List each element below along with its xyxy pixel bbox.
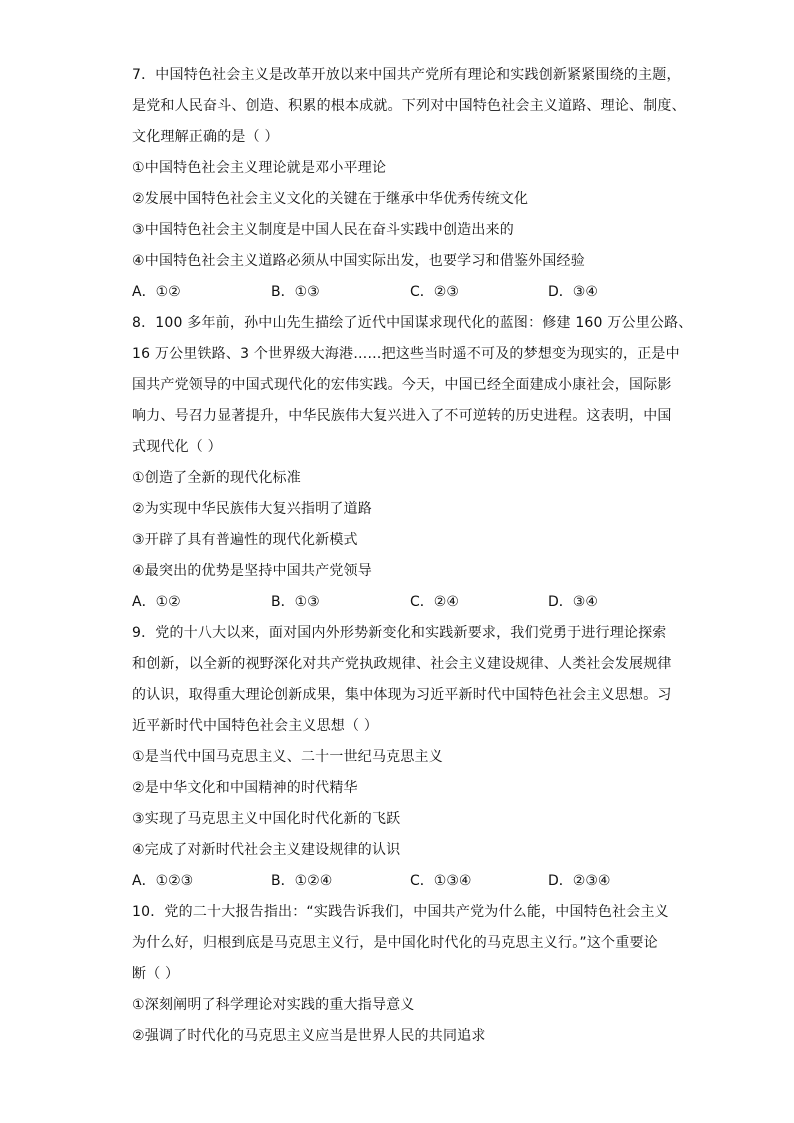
question-8 xyxy=(132,308,693,618)
option-c[interactable]: C．②③ xyxy=(410,284,459,300)
statement-item: ④最突出的优势是坚持中国共产党领导 xyxy=(132,563,372,579)
option-a[interactable]: A．①② xyxy=(132,594,181,610)
statement-item: ④中国特色社会主义道路必须从中国实际出发，也要学习和借鉴外国经验 xyxy=(132,253,585,269)
question-7 xyxy=(132,60,686,308)
question-stem-line: 和创新，以全新的视野深化对共产党执政规律、社会主义建设规律、人类社会发展规律 xyxy=(132,656,672,672)
option-b[interactable]: B．①③ xyxy=(271,284,320,300)
option-b[interactable]: B．①②④ xyxy=(271,873,333,889)
question-stem-line: 国共产党领导的中国式现代化的宏伟实践。今天，中国已经全面建成小康社会，国际影 xyxy=(132,377,672,393)
statement-item: ①是当代中国马克思主义、二十一世纪马克思主义 xyxy=(132,749,443,765)
question-stem-line: 7．中国特色社会主义是改革开放以来中国共产党所有理论和实践创新紧紧围绕的主题， xyxy=(132,67,681,83)
option-b[interactable]: B．①③ xyxy=(271,594,320,610)
statement-item: ②为实现中华民族伟大复兴指明了道路 xyxy=(132,501,372,517)
question-stem-line: 是党和人民奋斗、创造、积累的根本成就。下列对中国特色社会主义道路、理论、制度、 xyxy=(132,98,686,114)
question-stem-line: 响力、号召力显著提升，中华民族伟大复兴进入了不可逆转的历史进程。这表明，中国 xyxy=(132,408,672,424)
statement-item: ①深刻阐明了科学理论对实践的重大指导意义 xyxy=(132,997,415,1013)
answer-options xyxy=(132,277,664,308)
statement-item: ③中国特色社会主义制度是中国人民在奋斗实践中创造出来的 xyxy=(132,222,514,238)
statement-item: ②发展中国特色社会主义文化的关键在于继承中华优秀传统文化 xyxy=(132,191,529,207)
statement-item: ②是中华文化和中国精神的时代精华 xyxy=(132,780,358,796)
question-stem-line: 9．党的十八大以来，面对国内外形势新变化和实践新要求，我们党勇于进行理论探索 xyxy=(132,625,667,641)
answer-options xyxy=(132,866,664,897)
question-stem-line: 式现代化（ ） xyxy=(132,439,222,455)
question-list xyxy=(132,60,693,1052)
option-a[interactable]: A．①②③ xyxy=(132,873,194,889)
statement-item: ①创造了全新的现代化标准 xyxy=(132,470,301,486)
question-stem-line: 的认识，取得重大理论创新成果，集中体现为习近平新时代中国特色社会主义思想。习 xyxy=(132,687,672,703)
option-d[interactable]: D．③④ xyxy=(548,284,598,300)
question-10 xyxy=(132,897,669,1052)
statement-item: ③开辟了具有普遍性的现代化新模式 xyxy=(132,532,358,548)
statement-item: ③实现了马克思主义中国化时代化新的飞跃 xyxy=(132,811,401,827)
option-c[interactable]: C．①③④ xyxy=(410,873,472,889)
statement-item: ④完成了对新时代社会主义建设规律的认识 xyxy=(132,842,401,858)
question-stem-line: 为什么好，归根到底是马克思主义行，是中国化时代化的马克思主义行。”这个重要论 xyxy=(132,935,658,951)
question-stem-line: 文化理解正确的是（ ） xyxy=(132,129,279,145)
question-9 xyxy=(132,618,672,897)
option-c[interactable]: C．②④ xyxy=(410,594,459,610)
question-stem-line: 16 万公里铁路、3 个世界级大海港……把这些当时遥不可及的梦想变为现实的，正是中 xyxy=(132,346,680,362)
option-d[interactable]: D．③④ xyxy=(548,594,598,610)
statement-item: ①中国特色社会主义理论就是邓小平理论 xyxy=(132,160,387,176)
statement-item: ②强调了时代化的马克思主义应当是世界人民的共同追求 xyxy=(132,1028,486,1044)
question-stem-line: 8．100 多年前，孙中山先生描绘了近代中国谋求现代化的蓝图：修建 160 万公里公路、 xyxy=(132,315,693,331)
question-stem-line: 近平新时代中国特色社会主义思想（ ） xyxy=(132,718,379,734)
question-stem-line: 断（ ） xyxy=(132,966,180,982)
answer-options xyxy=(132,587,664,618)
option-a[interactable]: A．①② xyxy=(132,284,181,300)
question-stem-line: 10．党的二十大报告指出：“实践告诉我们，中国共产党为什么能，中国特色社会主义 xyxy=(132,904,669,920)
option-d[interactable]: D．②③④ xyxy=(548,873,611,889)
